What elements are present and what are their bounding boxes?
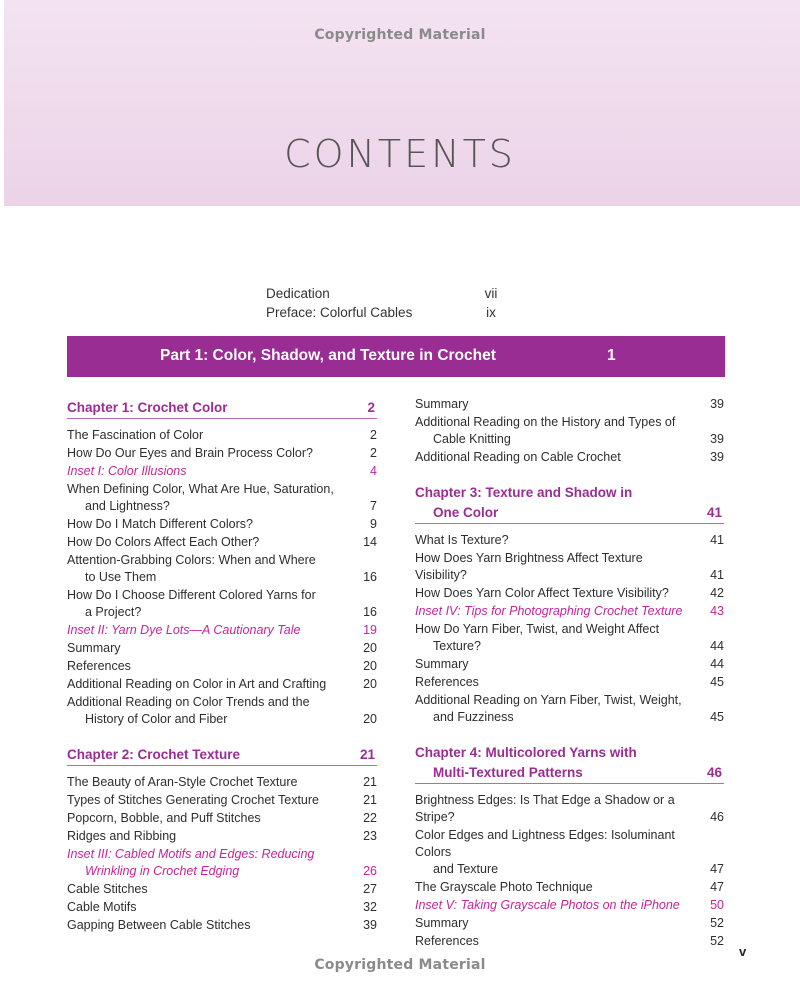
toc-entry-title-line: Summary <box>415 916 469 930</box>
chapter-page: 21 <box>359 747 375 762</box>
toc-entry-title-line: How Do Our Eyes and Brain Process Color? <box>67 446 313 460</box>
toc-entry-title-line: Additional Reading on the History and Types of <box>415 415 676 429</box>
toc-entry-title <box>415 621 694 655</box>
chapter-page: 41 <box>706 505 722 520</box>
toc-entry-title-line: Cable Motifs <box>67 900 137 914</box>
chapter-title: Chapter 2: Crochet Texture <box>67 747 241 762</box>
toc-entry-page: 45 <box>710 675 724 689</box>
toc-entry-page: 2 <box>370 446 377 460</box>
toc-right-column <box>415 396 724 951</box>
toc-entry-page: 26 <box>363 864 377 878</box>
toc-entry-title <box>67 622 347 639</box>
toc-entry-title-line: Additional Reading on Yarn Fiber, Twist, Weight, <box>415 693 682 707</box>
chapter-title: Chapter 1: Crochet Color <box>67 400 228 415</box>
chapter-4-entries <box>415 792 724 950</box>
toc-inset-entry[interactable] <box>415 603 724 620</box>
toc-entry-title <box>67 828 347 845</box>
toc-entry-title <box>67 774 347 791</box>
toc-entry-title <box>67 587 347 621</box>
toc-entry-page: 41 <box>710 533 724 547</box>
toc-entry-page: 20 <box>363 659 377 673</box>
toc-entry[interactable] <box>67 552 377 586</box>
chapter-2-entries <box>67 774 377 934</box>
toc-entry-title-line: to Use Them <box>85 570 157 584</box>
toc-entry-page: 39 <box>710 432 724 446</box>
toc-inset-entry[interactable] <box>415 897 724 914</box>
chapter-2-continued-entries <box>415 396 724 466</box>
toc-entry[interactable] <box>67 774 377 791</box>
toc-entry[interactable] <box>415 414 724 448</box>
toc-entry[interactable] <box>415 532 724 549</box>
chapter-heading[interactable] <box>415 743 724 784</box>
toc-entry-title <box>67 899 347 916</box>
toc-entry[interactable] <box>415 449 724 466</box>
chapter-1-entries <box>67 427 377 728</box>
toc-entry[interactable] <box>415 656 724 673</box>
toc-entry-page: 44 <box>710 639 724 653</box>
front-matter-label: Dedication <box>266 286 330 301</box>
toc-entry-page: 21 <box>363 775 377 789</box>
toc-entry-title <box>67 463 347 480</box>
toc-entry-title-line: Additional Reading on Color in Art and Crafting <box>67 677 327 691</box>
toc-entry-title-line: Types of Stitches Generating Crochet Texture <box>67 793 319 807</box>
toc-entry-page: 47 <box>710 862 724 876</box>
toc-entry[interactable] <box>67 640 377 657</box>
toc-entry-title <box>415 792 694 826</box>
toc-entry[interactable] <box>415 827 724 878</box>
toc-inset-entry[interactable] <box>67 463 377 480</box>
toc-entry[interactable] <box>415 879 724 896</box>
front-matter-page: ix <box>486 305 496 320</box>
toc-entry[interactable] <box>67 881 377 898</box>
page-title: CONTENTS <box>284 132 516 176</box>
toc-entry-title <box>67 427 347 444</box>
toc-entry-page: 21 <box>363 793 377 807</box>
toc-entry-title-line: Color Edges and Lightness Edges: Isoluminant Colors <box>415 828 675 859</box>
toc-entry-page: 43 <box>710 604 724 618</box>
toc-entry-title-line: References <box>415 675 479 689</box>
toc-entry-title <box>415 585 694 602</box>
toc-entry-title-line: Summary <box>415 657 469 671</box>
toc-entry-title <box>415 933 694 950</box>
toc-entry-page: 20 <box>363 641 377 655</box>
front-matter-item[interactable] <box>266 303 506 322</box>
chapter-page: 46 <box>706 765 722 780</box>
toc-entry-page: 44 <box>710 657 724 671</box>
toc-entry-title-line: and Fuzziness <box>433 710 514 724</box>
toc-entry-title <box>415 827 694 878</box>
toc-entry-title-line: Inset II: Yarn Dye Lots—A Cautionary Tale <box>67 623 301 637</box>
chapter-heading[interactable] <box>67 745 377 766</box>
toc-entry-title-line: Gapping Between Cable Stitches <box>67 918 251 932</box>
chapter-title-line: Chapter 4: Multicolored Yarns with <box>415 745 637 760</box>
toc-entry-title <box>67 534 347 551</box>
toc-entry-page: 22 <box>363 811 377 825</box>
toc-entry[interactable] <box>67 427 377 444</box>
toc-entry-title-line: How Does Yarn Brightness Affect Texture Visibility? <box>415 551 643 582</box>
toc-entry-page: 45 <box>710 710 724 724</box>
chapter-title-line: Chapter 3: Texture and Shadow in <box>415 485 633 500</box>
toc-entry-title <box>415 897 694 914</box>
toc-entry[interactable] <box>415 692 724 726</box>
toc-entry-page: 39 <box>710 397 724 411</box>
toc-entry-title <box>415 603 694 620</box>
toc-entry-title-line: When Defining Color, What Are Hue, Saturation, <box>67 482 334 496</box>
part-heading[interactable] <box>67 336 725 377</box>
toc-entry[interactable] <box>415 396 724 413</box>
toc-entry-title <box>67 481 347 515</box>
toc-entry-page: 2 <box>370 428 377 442</box>
toc-entry-title-line: Additional Reading on Color Trends and the <box>67 695 310 709</box>
toc-entry-page: 20 <box>363 712 377 726</box>
toc-entry-page: 47 <box>710 880 724 894</box>
toc-entry-title-line: Inset V: Taking Grayscale Photos on the iPhone <box>415 898 680 912</box>
toc-entry[interactable] <box>67 516 377 533</box>
toc-entry-title <box>67 640 347 657</box>
toc-entry-title-line: How Do I Match Different Colors? <box>67 517 253 531</box>
toc-entry-title-line: The Grayscale Photo Technique <box>415 880 593 894</box>
toc-entry-title-line: References <box>415 934 479 948</box>
toc-entry-page: 42 <box>710 586 724 600</box>
toc-entry-title-line: Cable Stitches <box>67 882 148 896</box>
toc-entry-title-line: The Beauty of Aran-Style Crochet Texture <box>67 775 298 789</box>
toc-entry-page: 20 <box>363 677 377 691</box>
toc-entry-page: 14 <box>363 535 377 549</box>
toc-entry-page: 32 <box>363 900 377 914</box>
toc-entry-title-line: How Do Colors Affect Each Other? <box>67 535 260 549</box>
toc-entry-page: 52 <box>710 916 724 930</box>
front-matter-page: vii <box>484 286 498 301</box>
toc-entry-page: 19 <box>363 623 377 637</box>
toc-entry-page: 27 <box>363 882 377 896</box>
toc-entry[interactable] <box>67 481 377 515</box>
toc-entry-title-line: and Texture <box>433 862 499 876</box>
toc-entry-title <box>67 516 347 533</box>
toc-entry-title-line: Texture? <box>433 639 481 653</box>
toc-entry-title <box>67 676 347 693</box>
toc-entry[interactable] <box>415 621 724 655</box>
toc-entry-title <box>67 445 347 462</box>
chapter-heading[interactable] <box>67 398 377 419</box>
toc-entry[interactable] <box>67 676 377 693</box>
chapter-3-entries <box>415 532 724 726</box>
toc-entry-title <box>67 792 347 809</box>
toc-entry-title-line: Inset III: Cabled Motifs and Edges: Reducing <box>67 847 315 861</box>
toc-entry-page: 9 <box>370 517 377 531</box>
chapter-page: 2 <box>367 400 375 415</box>
toc-entry-title-line: Ridges and Ribbing <box>67 829 177 843</box>
toc-entry-title-line: a Project? <box>85 605 142 619</box>
toc-entry-title-line: How Do Yarn Fiber, Twist, and Weight Affect <box>415 622 660 636</box>
part-title: Part 1: Color, Shadow, and Texture in Crochet <box>160 347 496 364</box>
toc-entry[interactable] <box>67 792 377 809</box>
toc-entry-title <box>67 658 347 675</box>
toc-entry-title <box>415 532 694 549</box>
toc-entry[interactable] <box>67 534 377 551</box>
toc-entry-title-line: Brightness Edges: Is That Edge a Shadow or a Stripe? <box>415 793 675 824</box>
front-matter-item[interactable] <box>266 284 506 303</box>
toc-entry-title <box>415 414 694 448</box>
toc-entry-title <box>415 879 694 896</box>
toc-entry[interactable] <box>415 915 724 932</box>
toc-entry-page: 4 <box>370 464 377 478</box>
toc-entry[interactable] <box>67 828 377 845</box>
front-matter-label: Preface: Colorful Cables <box>266 305 413 320</box>
chapter-title-line: One Color <box>433 505 499 520</box>
toc-entry-page: 46 <box>710 810 724 824</box>
toc-entry-page: 7 <box>370 499 377 513</box>
toc-entry[interactable] <box>67 810 377 827</box>
page-number: v <box>739 944 747 959</box>
toc-entry[interactable] <box>67 917 377 934</box>
toc-entry-title-line: Additional Reading on Cable Crochet <box>415 450 621 464</box>
toc-entry[interactable] <box>67 694 377 728</box>
toc-entry[interactable] <box>415 792 724 826</box>
part-page: 1 <box>607 347 616 364</box>
toc-entry-title <box>67 810 347 827</box>
front-matter <box>266 284 506 322</box>
toc-entry[interactable] <box>67 658 377 675</box>
toc-entry-title <box>415 674 694 691</box>
toc-entry-title-line: The Fascination of Color <box>67 428 204 442</box>
toc-entry-page: 16 <box>363 605 377 619</box>
toc-entry-title-line: History of Color and Fiber <box>85 712 228 726</box>
toc-entry-page: 39 <box>363 918 377 932</box>
toc-entry-title <box>67 881 347 898</box>
toc-entry-title-line: What Is Texture? <box>415 533 509 547</box>
toc-entry-title-line: Summary <box>415 397 469 411</box>
watermark-bottom: Copyrighted Material <box>314 957 486 973</box>
toc-left-column <box>67 398 377 935</box>
toc-entry-page: 52 <box>710 934 724 948</box>
toc-entry-title-line: How Do I Choose Different Colored Yarns for <box>67 588 316 602</box>
toc-entry-page: 23 <box>363 829 377 843</box>
toc-entry-title-line: and Lightness? <box>85 499 170 513</box>
toc-entry-title <box>415 449 694 466</box>
toc-entry-title-line: References <box>67 659 131 673</box>
toc-entry[interactable] <box>415 550 724 584</box>
toc-inset-entry[interactable] <box>67 846 377 880</box>
toc-entry[interactable] <box>67 445 377 462</box>
toc-entry-page: 41 <box>710 568 724 582</box>
toc-entry-title <box>415 692 694 726</box>
chapter-title-line: Multi-Textured Patterns <box>433 765 583 780</box>
toc-entry[interactable] <box>415 933 724 950</box>
chapter-heading[interactable] <box>415 483 724 524</box>
toc-entry-title-line: Cable Knitting <box>433 432 511 446</box>
toc-entry-title <box>67 917 347 934</box>
watermark-top: Copyrighted Material <box>314 27 486 43</box>
toc-entry-title <box>67 552 347 586</box>
toc-entry-title-line: Popcorn, Bobble, and Puff Stitches <box>67 811 261 825</box>
toc-entry-title-line: Attention-Grabbing Colors: When and Where <box>67 553 316 567</box>
toc-entry[interactable] <box>415 585 724 602</box>
toc-entry[interactable] <box>67 587 377 621</box>
toc-entry-title-line: How Does Yarn Color Affect Texture Visibility? <box>415 586 669 600</box>
toc-inset-entry[interactable] <box>67 622 377 639</box>
toc-entry-title <box>67 846 347 880</box>
toc-entry-title-line: Summary <box>67 641 121 655</box>
toc-entry-title-line: Inset I: Color Illusions <box>67 464 187 478</box>
toc-entry[interactable] <box>67 899 377 916</box>
toc-entry[interactable] <box>415 674 724 691</box>
toc-entry-title <box>415 656 694 673</box>
toc-entry-page: 39 <box>710 450 724 464</box>
toc-entry-page: 16 <box>363 570 377 584</box>
toc-entry-title <box>415 915 694 932</box>
toc-entry-title-line: Wrinkling in Crochet Edging <box>85 864 240 878</box>
toc-entry-title <box>67 694 347 728</box>
toc-entry-title-line: Inset IV: Tips for Photographing Crochet Texture <box>415 604 683 618</box>
toc-entry-title <box>415 396 694 413</box>
toc-entry-page: 50 <box>710 898 724 912</box>
toc-entry-title <box>415 550 694 584</box>
